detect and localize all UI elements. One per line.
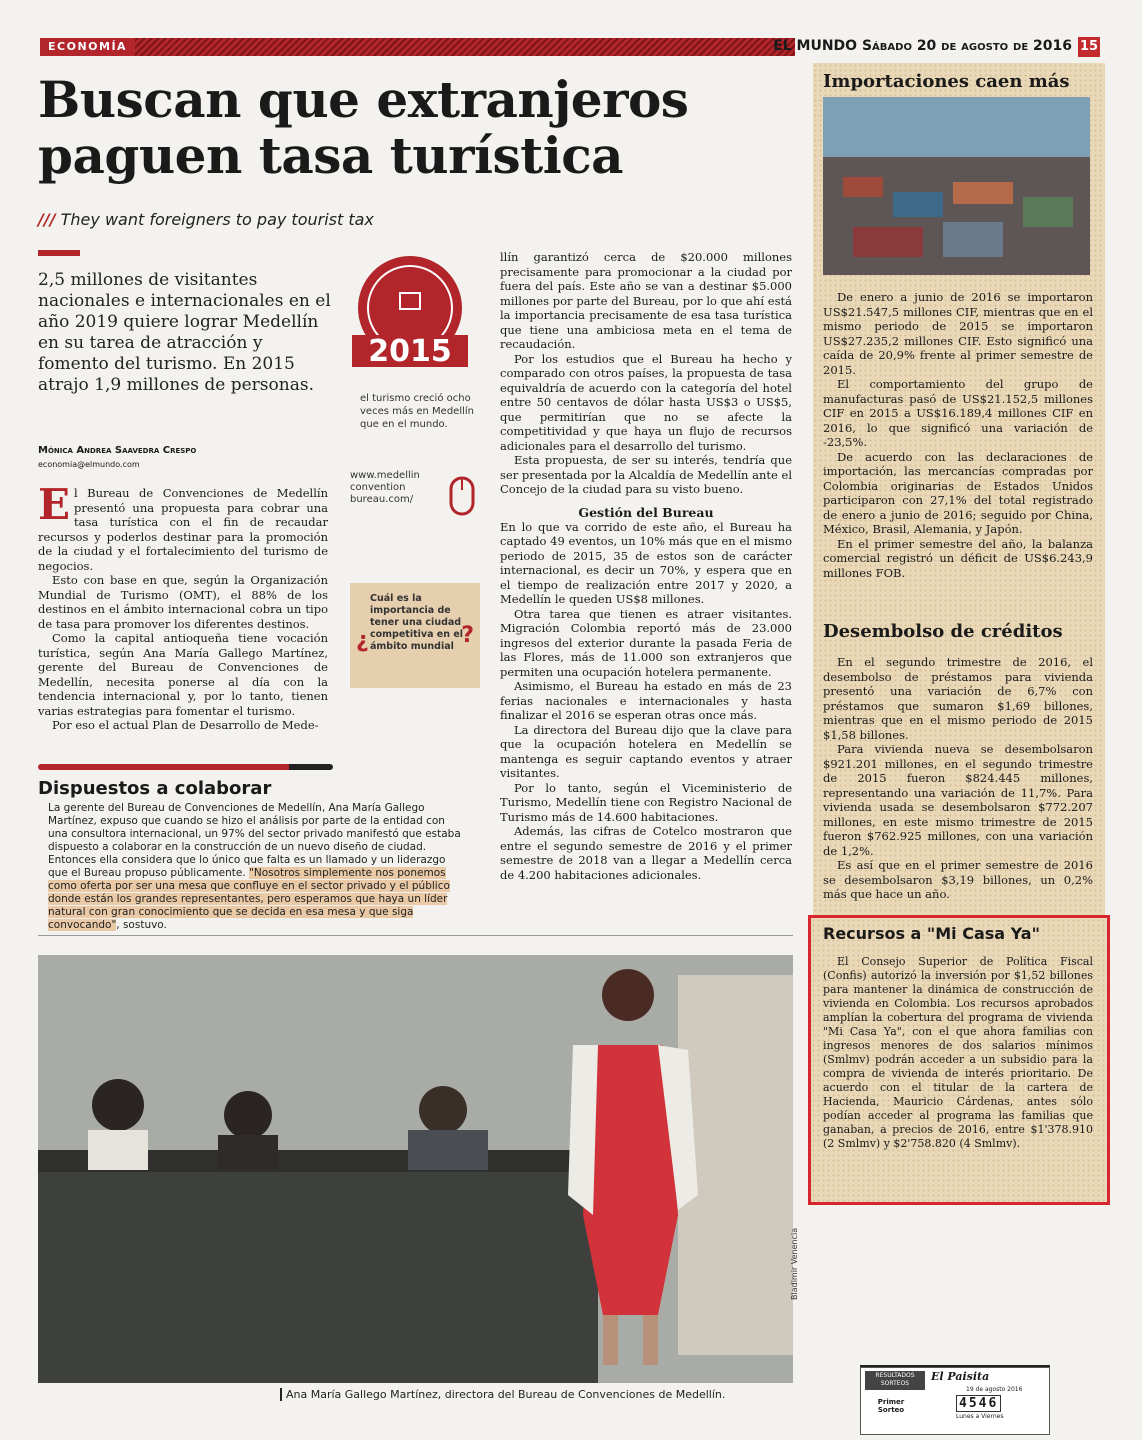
- highlighted-quote: "Nosotros simplemente nos ponemos como oferta por ser una mesa que confluye en el sector privado y el público donde están los grandes representantes, pero esperamos que haya un líder natural con gran conocimiento que se decida en esa mesa y que siga convocando": [48, 867, 450, 931]
- imports-title: Importaciones caen más: [823, 71, 1070, 92]
- section-bar: [40, 38, 795, 56]
- lottery-date: 19 de agosto 2016: [966, 1386, 1023, 1393]
- url-box: [350, 470, 450, 506]
- badge-year: 2015: [368, 334, 452, 369]
- col3-p2: Por los estudios que el Bureau ha hecho y comparado con otros países, la propuesta de tasa equivaldría de acuerdo con la categoría del hotel entre 50 centavos de dólar hasta US$3 o US$5, que permitirían que no se afecte la competitividad y que haya un flujo de recursos adicionales para el desarrollo del turismo.: [500, 351, 792, 453]
- container-port-illustration: [823, 97, 1090, 275]
- imports-text: De enero a junio de 2016 se importaron US$21.547,5 millones CIF, mientras que en el mismo periodo de 2015 se importaron US$27.235,2 millones CIF. Esto significó una caída de 20,9% frente al primer semestre de 2015. El comportamiento del grupo de manufacturas pasó de US$21.152,5 millones CIF en 2015 a US$16.189,4 millones CIF en 2016, lo que significó una variación de -23,5%. De acuerdo con las declaraciones de importación, las mercancías compradas por Colombia originarias de Estados Unidos participaron con 27,1% del total registrado de enero a junio de 2016; seguido por China, México, Brasil, Alemania, y Japón. En el primer semestre del año, la balanza comercial registró un déficit de US$6.243,9 millones FOB.: [823, 290, 1093, 580]
- lead-paragraph: 2,5 millones de visitantes nacionales e internacionales en el año 2019 quiere lograr Medellín en su tarea de atracción y fomento del turismo. En 2015 atrajo 1,9 millones de personas.: [38, 270, 331, 395]
- question-text: Cuál es la importancia de tener una ciudad competitiva en el ámbito mundial: [370, 593, 464, 652]
- mi-casa-ya-title: Recursos a "Mi Casa Ya": [823, 924, 1040, 943]
- mouse-icon: [448, 470, 476, 518]
- badge-caption: el turismo creció ocho veces más en Medellín que en el mundo.: [360, 393, 474, 430]
- col3-p4: En lo que va corrido de este año, el Bureau ha captado 49 eventos, un 10% más que en el mismo periodo de 2015, 35 de estos son de carácter internacional, es decir un 70%, y espera que en el tiempo de realización entre 2017 y 2020, a Medellín le queden US$8 millones.: [500, 519, 792, 606]
- col1-p1: l Bureau de Convenciones de Medellín presentó una propuesta para cobrar una tasa turística con el fin de recaudar recursos y poderlos destinar para la promoción de la ciudad y el fortalecimiento del turismo de negocios.: [38, 486, 328, 573]
- subhead: [38, 210, 738, 229]
- byline: Mónica Andrea Saavedra Crespo: [38, 445, 197, 456]
- paper-name: EL MUNDO: [773, 38, 858, 54]
- col3-p3: Esta propuesta, de ser su interés, tendría que ser presentada por la Alcaldía de Medellín ante el Concejo de la ciudad para su visto bueno.: [500, 453, 792, 496]
- bureau-url: www.medellin convention bureau.com/: [350, 470, 420, 505]
- pencil-divider: [38, 764, 333, 770]
- dropcap: E: [38, 480, 71, 529]
- photo-credit: Bladimir Venencia: [790, 1227, 799, 1300]
- photo-illustration: [38, 955, 793, 1383]
- page-number: 15: [1078, 37, 1100, 57]
- col1-p3: Como la capital antioqueña tiene vocación turística, según Ana María Gallego Martínez, gerente del Bureau de Convenciones de Medellín, necesita ponerse al día con la tendencia internacional y, por lo tanto, tienen varias estrategias para fomentar el turismo.: [38, 631, 328, 718]
- box-title: Dispuestos a colaborar: [38, 778, 272, 799]
- masthead: [773, 38, 1072, 54]
- headline: [38, 72, 778, 184]
- headline-line-1: Buscan que extranjeros: [38, 70, 689, 129]
- first-draw-number: 4546: [956, 1395, 1001, 1412]
- issue-date: Sábado 20 de agosto de 2016: [861, 38, 1072, 54]
- box-text: La gerente del Bureau de Convenciones de Medellín, Ana María Gallego Martínez, expuso que cuando se hizo el análisis por parte de la entidad con una consultora internacional, un 97% del sector privado manifestó que estaba dispuesto a colaborar en la construcción de un nuevo diseño de ciudad. Entonces ella considera que lo único que falta es un llamado y un liderazgo que el Bureau propuso públicamente. "Nosotros simplemente nos ponemos como oferta por ser una mesa que confluye en el sector privado y el público donde están los grandes representantes, pero esperamos que haya un líder natural con gran conocimiento que se decida en esa mesa y que siga convocando", sostuvo.: [48, 802, 461, 931]
- first-draw-label: Primer Sorteo: [877, 1398, 905, 1414]
- author-email: economia@elmundo.com: [38, 460, 140, 469]
- col3-p9: Además, las cifras de Cotelco mostraron que entre el segundo semestre de 2016 y el primer semestre de 2018 van a llegar a Medellín cerca de 4.200 habitaciones adicionales.: [500, 824, 792, 882]
- column-3: [500, 250, 792, 882]
- col3-p6: Asimismo, el Bureau ha estado en más de 23 ferias nacionales e internacionales y hasta finalizar el 2016 se esperan otras once más.: [500, 679, 792, 722]
- mi-casa-ya-text: El Consejo Superior de Política Fiscal (Confis) autorizó la inversión por $1,52 billones para mantener la dinámica de construcción de vivienda en Colombia. Los recursos aprobados amplían la cobertura del programa de vivienda "Mi Casa Ya", con el que ahora familias con ingresos menores de dos salarios mínimos (Smlmv) podrán acceder a un subsidio para la compra de vivienda de interés prioritario. De acuerdo con el titular de la cartera de Hacienda, Mauricio Cárdenas, antes sólo podían acceder al programa las familias que ganaban, a precios de 2016, entre $1'378.910 (2 Smlmv) y $2'758.820 (4 Smlmv).: [823, 955, 1093, 1150]
- col3-p7: La directora del Bureau dijo que la clave para que la ocupación hotelera en Medellín se mantenga es seguir captando eventos y atraer visitantes.: [500, 722, 792, 780]
- column-1: [38, 480, 328, 733]
- question-box: ¿ Cuál es la importancia de tener una ciudad competitiva en el ámbito mundial ?: [350, 583, 480, 688]
- event-photo: [38, 955, 793, 1383]
- col1-p2: Esto con base en que, según la Organización Mundial de Turismo (OMT), el 88% de los destinos en el ámbito internacional cobra un tipo de tasa para promover los diferentes destinos.: [38, 573, 328, 631]
- subhead-text: They want foreigners to pay tourist tax: [60, 210, 374, 229]
- lottery-brand: El Paisita: [931, 1370, 990, 1383]
- photo-caption: Ana María Gallego Martínez, directora del Bureau de Convenciones de Medellín.: [280, 1388, 725, 1401]
- subhead-slashes: ///: [38, 210, 56, 229]
- first-draw-days: Lunes a Viernes: [956, 1413, 1004, 1420]
- year-badge: [350, 253, 470, 383]
- red-tab: [38, 250, 80, 256]
- headline-line-2: paguen tasa turística: [38, 126, 624, 185]
- lottery-header: RESULTADOS SORTEOS: [865, 1371, 925, 1390]
- section-label: ECONOMÍA: [40, 38, 135, 56]
- lottery-panel: [860, 1367, 1050, 1435]
- col3-p8: Por lo tanto, según el Viceministerio de Turismo, Medellín tiene con Registro Nacional de Turismo más de 14.600 habitaciones.: [500, 780, 792, 824]
- divider: [38, 935, 793, 936]
- col3-subhead: Gestión del Bureau: [578, 504, 714, 520]
- col1-p4: Por eso el actual Plan de Desarrollo de Mede-: [52, 718, 319, 732]
- credits-text: En el segundo trimestre de 2016, el desembolso de préstamos para vivienda presentó una variación de 6,7% con préstamos que sumaron $1,69 billones, mientras que en el mismo periodo de 2015 $1,58 billones. Para vivienda nueva se desembolsaron $921.201 millones, en el segundo trimestre de 2015 fueron $824.445 millones, representando una variación de 11,7%. Para vivienda usada se desembolsaron $772.207 millones, en este mismo trimestre de 2015 fueron $762.925 millones, con una variación de 1,2%. Es así que en el primer semestre de 2016 se desembolsaron $3,19 billones, un 0,2% más que hace un año.: [823, 655, 1093, 901]
- col3-p1: llín garantizó cerca de $20.000 millones precisamente para promocionar a la ciudad por fuera del país. Este año se van a destinar $5.000 millones por parte del Bureau, por lo que ahí está la importancia precisamente de esa tasa turística que tiene una ambiciosa meta en el tema de recaudación.: [500, 250, 792, 351]
- col3-p5: Otra tarea que tienen es atraer visitantes. Migración Colombia reportó más de 23.000 ingresos del exterior durante la pasada Feria de las Flores, más de 11.000 son extranjeros que permiten una ocupación hotelera permanente.: [500, 606, 792, 679]
- port-photo: [823, 97, 1090, 275]
- credits-title: Desembolso de créditos: [823, 621, 1063, 642]
